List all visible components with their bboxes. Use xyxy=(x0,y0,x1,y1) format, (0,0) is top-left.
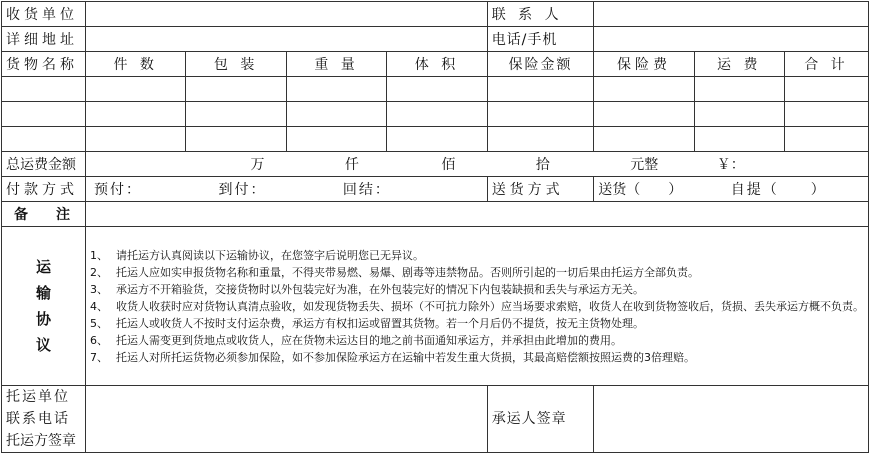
term-number: 3、 xyxy=(90,282,108,296)
goods-row[interactable] xyxy=(2,102,869,127)
term-item xyxy=(90,349,864,366)
term-number: 2、 xyxy=(90,265,108,279)
goods-cell[interactable] xyxy=(487,102,594,127)
return-label: 回结： xyxy=(342,182,391,198)
agreement-label xyxy=(2,227,86,386)
self-pickup-option[interactable]: 自提（ ） xyxy=(730,182,827,198)
shipper-phone-label: 联系电话 xyxy=(6,411,70,427)
contact-person-field[interactable] xyxy=(594,2,869,27)
carrier-signature-label: 承运人签章 xyxy=(487,386,594,453)
cod-label: 到付： xyxy=(218,182,267,198)
unit-wan: 万 xyxy=(250,157,265,173)
phone-label: 电话/手机 xyxy=(487,27,594,52)
goods-cell[interactable] xyxy=(2,77,86,102)
detail-address-field[interactable] xyxy=(86,27,488,52)
col-pieces: 件 数 xyxy=(86,52,186,77)
shipper-signature-field[interactable] xyxy=(86,386,488,453)
goods-cell[interactable] xyxy=(487,77,594,102)
goods-cell[interactable] xyxy=(186,77,286,102)
payment-label: 付款方式 xyxy=(2,177,86,202)
shipper-unit-label: 托运单位 xyxy=(6,389,70,405)
col-insurance-fee: 保险费 xyxy=(594,52,694,77)
agreement-char: 协 xyxy=(35,310,51,328)
remarks-label: 备 注 xyxy=(2,202,86,227)
goods-cell[interactable] xyxy=(86,77,186,102)
term-number: 5、 xyxy=(90,316,108,330)
col-weight: 重 量 xyxy=(286,52,386,77)
term-item xyxy=(90,264,864,281)
receiver-unit-field[interactable] xyxy=(86,2,488,27)
term-text: 收货人收获时应对货物认真清点验收，如发现货物丢失、损坏（不可抗力除外）应当场要求索赔，收货人在收到货物签收后，货损、丢失承运方概不负责。 xyxy=(116,299,864,313)
unit-qian: 仟 xyxy=(344,157,359,173)
term-text: 托运人应如实申报货物名称和重量，不得夹带易燃、易爆、剧毒等违禁物品。否则所引起的一切后果由托运方全部负责。 xyxy=(116,265,699,279)
prepaid-label: 预付： xyxy=(94,182,142,198)
goods-cell[interactable] xyxy=(286,102,386,127)
col-packaging: 包 装 xyxy=(186,52,286,77)
col-volume: 体 积 xyxy=(387,52,487,77)
term-number: 1、 xyxy=(90,248,108,262)
signature-row xyxy=(2,386,869,453)
goods-row[interactable] xyxy=(2,127,869,152)
total-freight-row xyxy=(2,152,869,177)
goods-cell[interactable] xyxy=(86,127,186,152)
term-text: 托运人对所托运货物必须参加保险，如不参加保险承运方在运输中若发生重大货损，其最高赔偿额按照运费的3倍理赔。 xyxy=(116,350,695,364)
term-text: 托运人或收货人不按时支付运杂费，承运方有权扣运或留置其货物。若一个月后仍不提货，按无主货物处理。 xyxy=(116,316,644,330)
term-item xyxy=(90,281,864,298)
total-freight-label: 总运费金额 xyxy=(2,152,86,177)
delivery-method-label: 送货方式 xyxy=(487,177,594,202)
col-goods-name: 货物名称 xyxy=(2,52,86,77)
term-number: 7、 xyxy=(90,350,108,364)
term-text: 承运方不开箱验货，交接货物时以外包装完好为准，在外包装完好的情况下内包装缺损和丢失与承运方无关。 xyxy=(116,282,644,296)
goods-cell[interactable] xyxy=(286,127,386,152)
phone-field[interactable] xyxy=(594,27,869,52)
term-text: 请托运方认真阅读以下运输协议，在您签字后说明您已无异议。 xyxy=(116,248,424,262)
goods-cell[interactable] xyxy=(594,102,694,127)
goods-cell[interactable] xyxy=(694,102,784,127)
agreement-char: 议 xyxy=(35,336,51,354)
term-item xyxy=(90,315,864,332)
total-freight-field[interactable] xyxy=(86,152,869,177)
goods-header-row xyxy=(2,52,869,77)
col-insured-amount: 保险金额 xyxy=(487,52,594,77)
goods-row[interactable] xyxy=(2,77,869,102)
form-table xyxy=(1,1,869,453)
term-item xyxy=(90,298,864,315)
goods-cell[interactable] xyxy=(2,102,86,127)
payment-row xyxy=(2,177,869,202)
shipper-signature-label: 托运方签章 xyxy=(6,433,76,449)
goods-cell[interactable] xyxy=(186,102,286,127)
goods-cell[interactable] xyxy=(594,77,694,102)
goods-cell[interactable] xyxy=(387,77,487,102)
delivery-option[interactable]: 送货（ ） xyxy=(598,182,683,198)
goods-cell[interactable] xyxy=(784,102,868,127)
term-item xyxy=(90,247,864,264)
goods-cell[interactable] xyxy=(694,127,784,152)
goods-cell[interactable] xyxy=(594,127,694,152)
goods-cell[interactable] xyxy=(387,127,487,152)
carrier-signature-field[interactable] xyxy=(594,386,869,453)
agreement-char: 输 xyxy=(35,284,51,302)
goods-cell[interactable] xyxy=(186,127,286,152)
term-number: 4、 xyxy=(90,299,108,313)
goods-cell[interactable] xyxy=(86,102,186,127)
goods-cell[interactable] xyxy=(487,127,594,152)
goods-cell[interactable] xyxy=(784,127,868,152)
term-number: 6、 xyxy=(90,333,108,347)
goods-cell[interactable] xyxy=(694,77,784,102)
receiver-unit-label: 收货单位 xyxy=(2,2,86,27)
agreement-row xyxy=(2,227,869,386)
goods-cell[interactable] xyxy=(387,102,487,127)
remarks-field[interactable] xyxy=(86,202,869,227)
col-total: 合 计 xyxy=(784,52,868,77)
agreement-char: 运 xyxy=(35,258,51,276)
goods-cell[interactable] xyxy=(286,77,386,102)
yen-symbol: ￥： xyxy=(716,157,745,173)
unit-yuan: 元整 xyxy=(630,157,659,173)
unit-shi: 拾 xyxy=(535,157,550,173)
delivery-method-field[interactable] xyxy=(594,177,869,202)
payment-field[interactable] xyxy=(86,177,488,202)
detail-address-label: 详细地址 xyxy=(2,27,86,52)
goods-cell[interactable] xyxy=(2,127,86,152)
agreement-terms xyxy=(86,227,869,386)
term-item xyxy=(90,332,864,349)
remarks-row xyxy=(2,202,869,227)
shipper-labels xyxy=(2,386,86,453)
term-text: 托运人需变更到货地点或收货人，应在货物未运达目的地之前书面通知承运方，并承担由此增加的费用。 xyxy=(116,333,622,347)
contact-person-label: 联 系 人 xyxy=(487,2,594,27)
col-freight: 运 费 xyxy=(694,52,784,77)
unit-bai: 佰 xyxy=(441,157,456,173)
goods-cell[interactable] xyxy=(784,77,868,102)
